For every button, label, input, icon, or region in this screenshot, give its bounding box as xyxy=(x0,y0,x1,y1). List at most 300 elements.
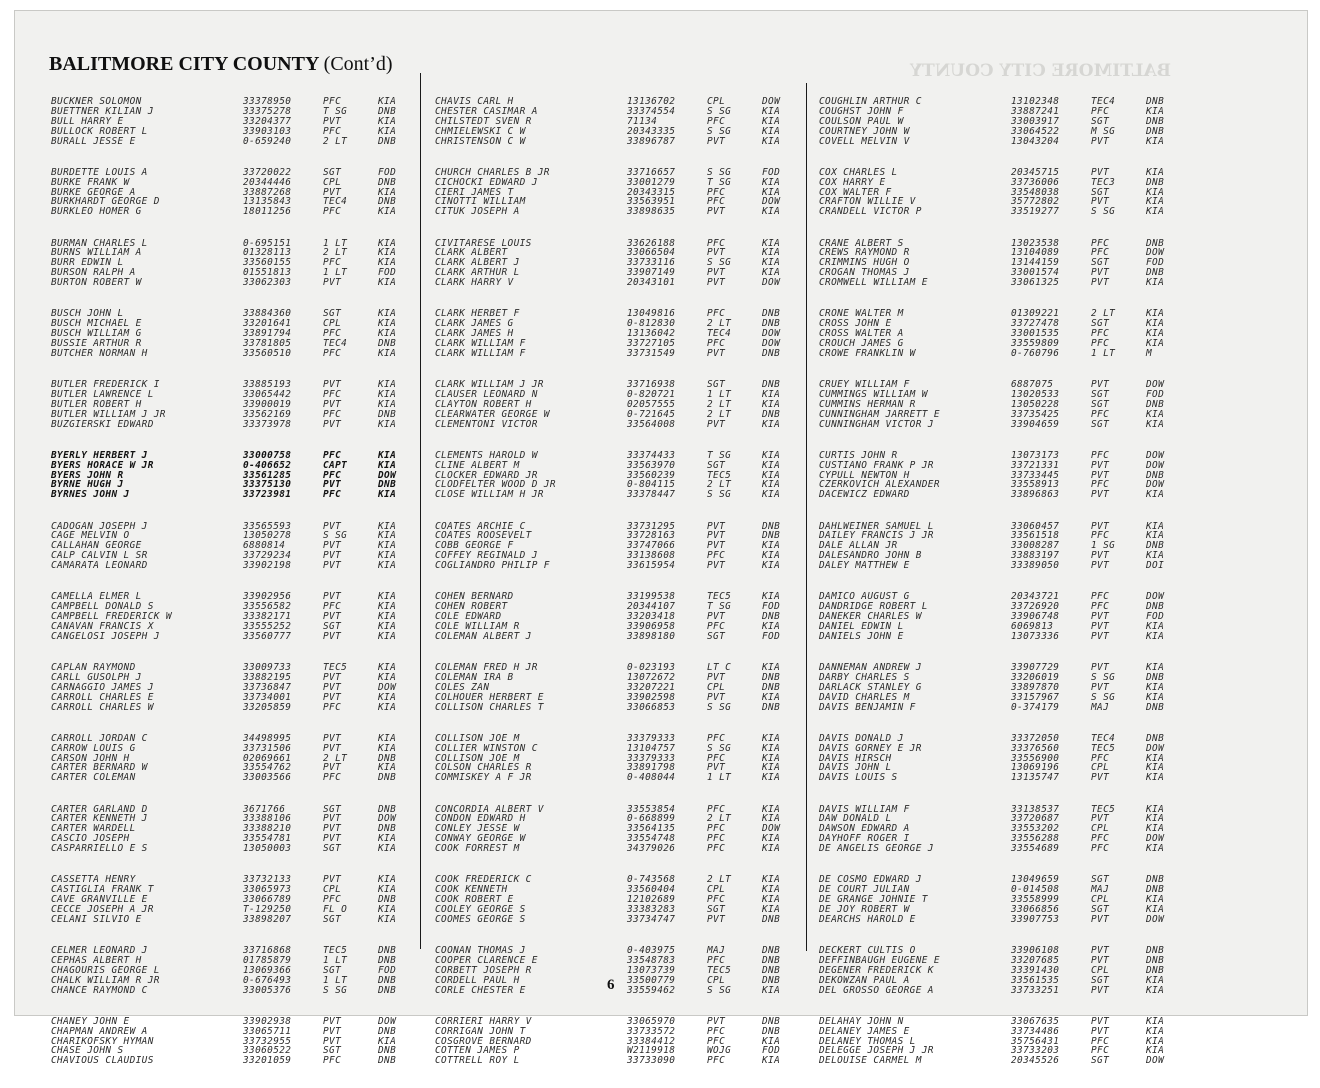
serial-number-cell: 0-812830 xyxy=(627,318,676,330)
serial-number-cell: 33559809 xyxy=(1011,337,1060,349)
serial-number-cell: 33732133 xyxy=(243,874,292,886)
serial-number-cell: 33560404 xyxy=(627,884,676,896)
rank-cell: PFC xyxy=(323,489,342,501)
rank-cell: SGT xyxy=(707,379,726,390)
roster-group xyxy=(435,239,807,288)
serial-number-cell: 33729234 xyxy=(243,550,292,562)
status-cell: DOW xyxy=(762,328,781,340)
serial-number-cell: 0-820721 xyxy=(627,388,676,400)
status-cell: FOD xyxy=(378,964,397,976)
serial-number-cell: 33903103 xyxy=(243,125,292,137)
serial-number-cell: 33157967 xyxy=(1011,691,1060,703)
status-cell: FOD xyxy=(1146,611,1165,623)
serial-number-cell: 33902598 xyxy=(627,691,676,703)
serial-number-cell: 0-721645 xyxy=(627,408,676,420)
rank-cell: PVT xyxy=(323,1035,342,1047)
name-cell: DARBY CHARLES S xyxy=(819,671,910,683)
rank-cell: PFC xyxy=(323,96,342,107)
serial-number-cell: 13135747 xyxy=(1011,772,1060,784)
serial-number-cell: 33383283 xyxy=(627,903,676,915)
status-cell: FOD xyxy=(1146,257,1165,269)
name-cell: COBB GEORGE F xyxy=(435,540,514,552)
serial-number-cell: 13023538 xyxy=(1011,237,1060,249)
status-cell: KIA xyxy=(378,520,397,532)
status-cell: DNB xyxy=(762,1015,781,1027)
rank-cell: SGT xyxy=(1091,257,1110,269)
status-cell: KIA xyxy=(762,115,781,127)
serial-number-cell: 13050228 xyxy=(1011,398,1060,410)
name-cell: BUTLER WILLIAM J JR xyxy=(51,408,166,420)
rank-cell: TEC4 xyxy=(1091,96,1116,107)
status-cell: KIA xyxy=(1146,620,1165,632)
serial-number-cell: 01309221 xyxy=(1011,308,1060,320)
name-cell: DEGENER FREDERICK K xyxy=(819,964,934,976)
name-cell: CORBETT JOSEPH R xyxy=(435,964,532,976)
serial-number-cell: 6887075 xyxy=(1011,379,1054,390)
status-cell: KIA xyxy=(762,550,781,562)
name-cell: CICHOCKI EDWARD J xyxy=(435,176,538,188)
status-cell: KIA xyxy=(762,388,781,400)
status-cell: DNB xyxy=(1146,469,1165,481)
serial-number-cell: 33626188 xyxy=(627,237,676,249)
rank-cell: S SG xyxy=(707,125,732,137)
status-cell: KIA xyxy=(378,833,397,845)
name-cell: COOMES GEORGE S xyxy=(435,913,526,925)
name-cell: CHAGOURIS GEORGE L xyxy=(51,964,160,976)
status-cell: DOW xyxy=(762,823,781,835)
name-cell: CRIMMINS HUGH O xyxy=(819,257,910,269)
serial-number-cell: 33887268 xyxy=(243,186,292,198)
rank-cell: PFC xyxy=(707,752,726,764)
name-cell: COLEMAN ALBERT J xyxy=(435,630,532,642)
rank-cell: CAPT xyxy=(323,459,348,471)
serial-number-cell: 33564135 xyxy=(627,823,676,835)
serial-number-cell: 33009733 xyxy=(243,662,292,673)
status-cell: DNB xyxy=(378,337,397,349)
rank-cell: PVT xyxy=(707,520,726,532)
name-cell: CHARIKOFSKY HYMAN xyxy=(51,1035,154,1047)
status-cell: KIA xyxy=(378,1035,397,1047)
rank-cell: 1 LT xyxy=(323,974,348,986)
status-cell: KIA xyxy=(762,560,781,572)
rank-cell: 2 LT xyxy=(707,408,732,420)
name-cell: CRANE ALBERT S xyxy=(819,237,904,249)
rank-cell: PVT xyxy=(323,874,342,886)
status-cell: KIA xyxy=(1146,520,1165,532)
status-cell: DNB xyxy=(1146,398,1165,410)
name-cell: CLARK WILLIAM J JR xyxy=(435,379,544,390)
serial-number-cell: 33561285 xyxy=(243,469,292,481)
name-cell: COLSON CHARLES R xyxy=(435,762,532,774)
roster-row xyxy=(435,420,807,430)
rank-cell: PVT xyxy=(1091,1015,1110,1027)
roster-group xyxy=(819,805,1191,854)
name-cell: CHILSTEDT SVEN R xyxy=(435,115,532,127)
status-cell: DNB xyxy=(378,823,397,835)
status-cell: KIA xyxy=(1146,328,1165,340)
name-cell: CHAVIOUS CLAUDIUS xyxy=(51,1055,154,1067)
status-cell: DNB xyxy=(378,479,397,491)
status-cell: KIA xyxy=(378,913,397,925)
status-cell: KIA xyxy=(1146,1025,1165,1037)
status-cell: KIA xyxy=(1146,803,1165,815)
roster-row xyxy=(51,1056,423,1066)
roster-row xyxy=(51,773,423,783)
rank-cell: TEC4 xyxy=(323,196,348,208)
rank-cell: PVT xyxy=(323,732,342,744)
status-cell: FOD xyxy=(762,166,781,178)
name-cell: DANIEL EDWIN L xyxy=(819,620,904,632)
rank-cell: S SG xyxy=(1091,691,1116,703)
status-cell: DNB xyxy=(1146,945,1165,956)
serial-number-cell: 0-668899 xyxy=(627,813,676,825)
name-cell: CARLL GUSOLPH J xyxy=(51,671,142,683)
serial-number-cell: 33375278 xyxy=(243,105,292,117)
serial-number-cell: 35772802 xyxy=(1011,196,1060,208)
name-cell: CARTER KENNETH J xyxy=(51,813,148,825)
rank-cell: PFC xyxy=(323,894,342,906)
rank-cell: SGT xyxy=(323,803,342,815)
status-cell: DNB xyxy=(378,954,397,966)
rank-cell: PFC xyxy=(323,206,342,218)
status-cell: KIA xyxy=(762,489,781,501)
status-cell: DOW xyxy=(1146,459,1165,471)
serial-number-cell: 33558999 xyxy=(1011,894,1060,906)
rank-cell: PFC xyxy=(707,1025,726,1037)
rank-cell: PVT xyxy=(323,742,342,754)
rank-cell: PVT xyxy=(1091,681,1110,693)
rank-cell: PVT xyxy=(323,540,342,552)
name-cell: DEKOWZAN PAUL A xyxy=(819,974,910,986)
serial-number-cell: 33388210 xyxy=(243,823,292,835)
name-cell: CLARK WILLIAM F xyxy=(435,337,526,349)
name-cell: COX HARRY E xyxy=(819,176,886,188)
rank-cell: PFC xyxy=(323,449,342,461)
serial-number-cell: 33008287 xyxy=(1011,540,1060,552)
name-cell: CASCIO JOSEPH xyxy=(51,833,130,845)
rank-cell: 2 LT xyxy=(323,752,348,764)
roster-group xyxy=(435,663,807,712)
serial-number-cell: 33902198 xyxy=(243,560,292,572)
rank-cell: S SG xyxy=(1091,206,1116,218)
rank-cell: PFC xyxy=(323,772,342,784)
serial-number-cell: 6880814 xyxy=(243,540,286,552)
name-cell: BUZGIERSKI EDWARD xyxy=(51,418,154,430)
name-cell: COATES ARCHIE C xyxy=(435,520,526,532)
name-cell: DEARCHS HAROLD E xyxy=(819,913,916,925)
status-cell: KIA xyxy=(1146,530,1165,542)
rank-cell: PFC xyxy=(707,550,726,562)
status-cell: KIA xyxy=(762,1055,781,1067)
name-cell: CROUCH JAMES G xyxy=(819,337,904,349)
serial-number-cell: 0-023193 xyxy=(627,662,676,673)
name-cell: CAGE MELVIN O xyxy=(51,530,130,542)
status-cell: KIA xyxy=(1146,984,1165,996)
rank-cell: 1 LT xyxy=(707,388,732,400)
name-cell: CARROLL JORDAN C xyxy=(51,732,148,744)
serial-number-cell: 33379333 xyxy=(627,732,676,744)
name-cell: CONCORDIA ALBERT V xyxy=(435,803,544,815)
name-cell: DANNEMAN ANDREW J xyxy=(819,662,922,673)
name-cell: COURTNEY JOHN W xyxy=(819,125,910,137)
name-cell: COSGROVE BERNARD xyxy=(435,1035,532,1047)
rank-cell: TEC5 xyxy=(323,945,348,956)
name-cell: DEL GROSSO GEORGE A xyxy=(819,984,934,996)
rank-cell: PVT xyxy=(707,267,726,279)
rank-cell: PFC xyxy=(1091,1045,1110,1057)
name-cell: BURKHARDT GEORGE D xyxy=(51,196,160,208)
serial-number-cell: 0-014508 xyxy=(1011,884,1060,896)
rank-cell: PVT xyxy=(1091,520,1110,532)
serial-number-cell: 33906108 xyxy=(1011,945,1060,956)
rank-cell: 2 LT xyxy=(323,135,348,147)
name-cell: CHANEY JOHN E xyxy=(51,1015,130,1027)
rank-cell: PVT xyxy=(323,691,342,703)
rank-cell: PVT xyxy=(1091,954,1110,966)
rank-cell: PVT xyxy=(1091,379,1110,390)
roster-group xyxy=(435,592,807,641)
serial-number-cell: 33891794 xyxy=(243,328,292,340)
rank-cell: SGT xyxy=(1091,974,1110,986)
roster-row xyxy=(435,986,807,996)
page-title xyxy=(49,53,393,76)
rank-cell: S SG xyxy=(707,489,732,501)
status-cell: KIA xyxy=(762,186,781,198)
rank-cell: PVT xyxy=(323,1025,342,1037)
rank-cell: PVT xyxy=(1091,166,1110,178)
rank-cell: PFC xyxy=(323,125,342,137)
status-cell: KIA xyxy=(762,984,781,996)
status-cell: DNB xyxy=(1146,125,1165,137)
rank-cell: PFC xyxy=(1091,449,1110,461)
serial-number-cell: 33206019 xyxy=(1011,671,1060,683)
serial-number-cell: 33138608 xyxy=(627,550,676,562)
serial-number-cell: 20343335 xyxy=(627,125,676,137)
serial-number-cell: 33001574 xyxy=(1011,267,1060,279)
status-cell: DOW xyxy=(1146,1055,1165,1067)
roster-row xyxy=(819,773,1191,783)
status-cell: DOW xyxy=(378,813,397,825)
serial-number-cell: 33736847 xyxy=(243,681,292,693)
status-cell: KIA xyxy=(762,772,781,784)
status-cell: KIA xyxy=(1146,1015,1165,1027)
name-cell: DELEGGE JOSEPH J JR xyxy=(819,1045,934,1057)
rank-cell: PVT xyxy=(707,540,726,552)
roster-row xyxy=(819,986,1191,996)
roster-row xyxy=(51,915,423,925)
name-cell: DALESANDRO JOHN B xyxy=(819,550,922,562)
status-cell: FOD xyxy=(1146,388,1165,400)
name-cell: BUETTNER KILIAN J xyxy=(51,105,154,117)
status-cell: DNB xyxy=(378,974,397,986)
serial-number-cell: 33203418 xyxy=(627,611,676,623)
name-cell: CARTER COLEMAN xyxy=(51,772,136,784)
serial-number-cell: 33138537 xyxy=(1011,803,1060,815)
serial-number-cell: 33907149 xyxy=(627,267,676,279)
name-cell: DELANEY THOMAS L xyxy=(819,1035,916,1047)
status-cell: KIA xyxy=(762,894,781,906)
name-cell: COX CHARLES L xyxy=(819,166,898,178)
serial-number-cell: 33066789 xyxy=(243,894,292,906)
name-cell: BURDETTE LOUIS A xyxy=(51,166,148,178)
name-cell: CASSETTA HENRY xyxy=(51,874,136,886)
status-cell: DNB xyxy=(762,347,781,359)
serial-number-cell: 33721331 xyxy=(1011,459,1060,471)
status-cell: KIA xyxy=(1146,489,1165,501)
rank-cell: 1 LT xyxy=(323,954,348,966)
rank-cell: 2 LT xyxy=(707,479,732,491)
roster-group xyxy=(435,380,807,429)
serial-number-cell: 13104089 xyxy=(1011,247,1060,259)
roster-group xyxy=(51,451,423,500)
status-cell: DOW xyxy=(762,337,781,349)
status-cell: KIA xyxy=(762,135,781,147)
serial-number-cell: 02057555 xyxy=(627,398,676,410)
name-cell: CELMER LEONARD J xyxy=(51,945,148,956)
serial-number-cell: 33382171 xyxy=(243,611,292,623)
serial-number-cell: 33199538 xyxy=(627,591,676,603)
status-cell: KIA xyxy=(378,206,397,218)
rank-cell: SGT xyxy=(1091,318,1110,330)
status-cell: DOW xyxy=(1146,591,1165,603)
name-cell: COX WALTER F xyxy=(819,186,892,198)
name-cell: COLHOUER HERBERT E xyxy=(435,691,544,703)
status-cell: KIA xyxy=(378,560,397,572)
name-cell: COOLEY GEORGE S xyxy=(435,903,526,915)
serial-number-cell: 6069813 xyxy=(1011,620,1054,632)
roster-row xyxy=(819,420,1191,430)
serial-number-cell: 33554689 xyxy=(1011,843,1060,855)
roster-group xyxy=(51,309,423,358)
status-cell: KIA xyxy=(378,277,397,289)
rank-cell: LT C xyxy=(707,662,732,673)
name-cell: COHEN ROBERT xyxy=(435,601,508,613)
rank-cell: CPL xyxy=(707,974,726,986)
status-cell: DNB xyxy=(378,408,397,420)
rank-cell: SGT xyxy=(707,459,726,471)
roster-group xyxy=(819,663,1191,712)
rank-cell: PVT xyxy=(707,1015,726,1027)
rank-cell: PFC xyxy=(707,337,726,349)
status-cell: DOW xyxy=(1146,247,1165,259)
rank-cell: SGT xyxy=(1091,874,1110,886)
rank-cell: TEC3 xyxy=(1091,176,1116,188)
status-cell: KIA xyxy=(378,762,397,774)
roster-row xyxy=(819,349,1191,359)
serial-number-cell: 33896863 xyxy=(1011,489,1060,501)
roster-row xyxy=(435,137,807,147)
serial-number-cell: 33883197 xyxy=(1011,550,1060,562)
roster-row xyxy=(435,349,807,359)
name-cell: CRUEY WILLIAM F xyxy=(819,379,910,390)
name-cell: BUTLER ROBERT H xyxy=(51,398,142,410)
status-cell: KIA xyxy=(762,176,781,188)
status-cell: KIA xyxy=(762,803,781,815)
rank-cell: PFC xyxy=(707,823,726,835)
page-title-continued: (Cont’d) xyxy=(323,53,393,75)
serial-number-cell: 33891798 xyxy=(627,762,676,774)
serial-number-cell: 33726920 xyxy=(1011,601,1060,613)
name-cell: BURALL JESSE E xyxy=(51,135,136,147)
status-cell: KIA xyxy=(378,701,397,713)
status-cell: KIA xyxy=(378,591,397,603)
status-cell: KIA xyxy=(1146,105,1165,117)
rank-cell: CPL xyxy=(1091,823,1110,835)
serial-number-cell: 35756431 xyxy=(1011,1035,1060,1047)
status-cell: KIA xyxy=(378,742,397,754)
status-cell: KIA xyxy=(762,257,781,269)
name-cell: DACEWICZ EDWARD xyxy=(819,489,910,501)
status-cell: KIA xyxy=(1146,308,1165,320)
name-cell: CHANCE RAYMOND C xyxy=(51,984,148,996)
name-cell: CAPLAN RAYMOND xyxy=(51,662,136,673)
serial-number-cell: 33884360 xyxy=(243,308,292,320)
name-cell: COOPER CLARENCE E xyxy=(435,954,538,966)
name-cell: DELAHAY JOHN N xyxy=(819,1015,904,1027)
rank-cell: PVT xyxy=(323,762,342,774)
serial-number-cell: 33898635 xyxy=(627,206,676,218)
bleed-through-title: BALTIMORE CITY COUNTY xyxy=(910,61,1172,81)
name-cell: CYPULL NEWTON H xyxy=(819,469,910,481)
status-cell: KIA xyxy=(1146,196,1165,208)
serial-number-cell: 13073739 xyxy=(627,964,676,976)
page-title-text: BALITMORE CITY COUNTY xyxy=(49,53,319,75)
roster-group xyxy=(819,168,1191,217)
serial-number-cell: 0-374179 xyxy=(1011,701,1060,713)
name-cell: DE ANGELIS GEORGE J xyxy=(819,843,934,855)
status-cell: DNB xyxy=(1146,671,1165,683)
serial-number-cell: 33388106 xyxy=(243,813,292,825)
name-cell: CHALK WILLIAM R JR xyxy=(51,974,160,986)
name-cell: CURTIS JOHN R xyxy=(819,449,898,461)
roster-row xyxy=(435,673,807,683)
name-cell: DAHLWEINER SAMUEL L xyxy=(819,520,934,532)
rank-cell: PVT xyxy=(1091,550,1110,562)
serial-number-cell: 33378447 xyxy=(627,489,676,501)
status-cell: KIA xyxy=(378,874,397,886)
name-cell: CORRIERI HARRY V xyxy=(435,1015,532,1027)
rank-cell: PVT xyxy=(323,115,342,127)
serial-number-cell: 13069196 xyxy=(1011,762,1060,774)
serial-number-cell: 33556582 xyxy=(243,601,292,613)
serial-number-cell: 33615954 xyxy=(627,560,676,572)
rank-cell: PFC xyxy=(323,601,342,613)
serial-number-cell: T-129250 xyxy=(243,903,292,915)
serial-number-cell: 33519277 xyxy=(1011,206,1060,218)
name-cell: CIERI JAMES T xyxy=(435,186,514,198)
serial-number-cell: 33554762 xyxy=(243,762,292,774)
status-cell: DNB xyxy=(762,913,781,925)
serial-number-cell: 33066856 xyxy=(1011,903,1060,915)
rank-cell: PVT xyxy=(707,913,726,925)
serial-number-cell: 33554748 xyxy=(627,833,676,845)
serial-number-cell: 33906748 xyxy=(1011,611,1060,623)
serial-number-cell: 20345526 xyxy=(1011,1055,1060,1067)
rank-cell: SGT xyxy=(323,166,342,178)
rank-cell: PVT xyxy=(707,418,726,430)
rank-cell: SGT xyxy=(1091,398,1110,410)
serial-number-cell: 33723981 xyxy=(243,489,292,501)
status-cell: KIA xyxy=(762,762,781,774)
serial-number-cell: 33000758 xyxy=(243,449,292,461)
serial-number-cell: 33734747 xyxy=(627,913,676,925)
status-cell: DNB xyxy=(762,308,781,320)
name-cell: BURNS WILLIAM A xyxy=(51,247,142,259)
status-cell: DNB xyxy=(762,964,781,976)
roster-row xyxy=(51,986,423,996)
status-cell: DOW xyxy=(1146,379,1165,390)
name-cell: DALEY MATTHEW E xyxy=(819,560,910,572)
